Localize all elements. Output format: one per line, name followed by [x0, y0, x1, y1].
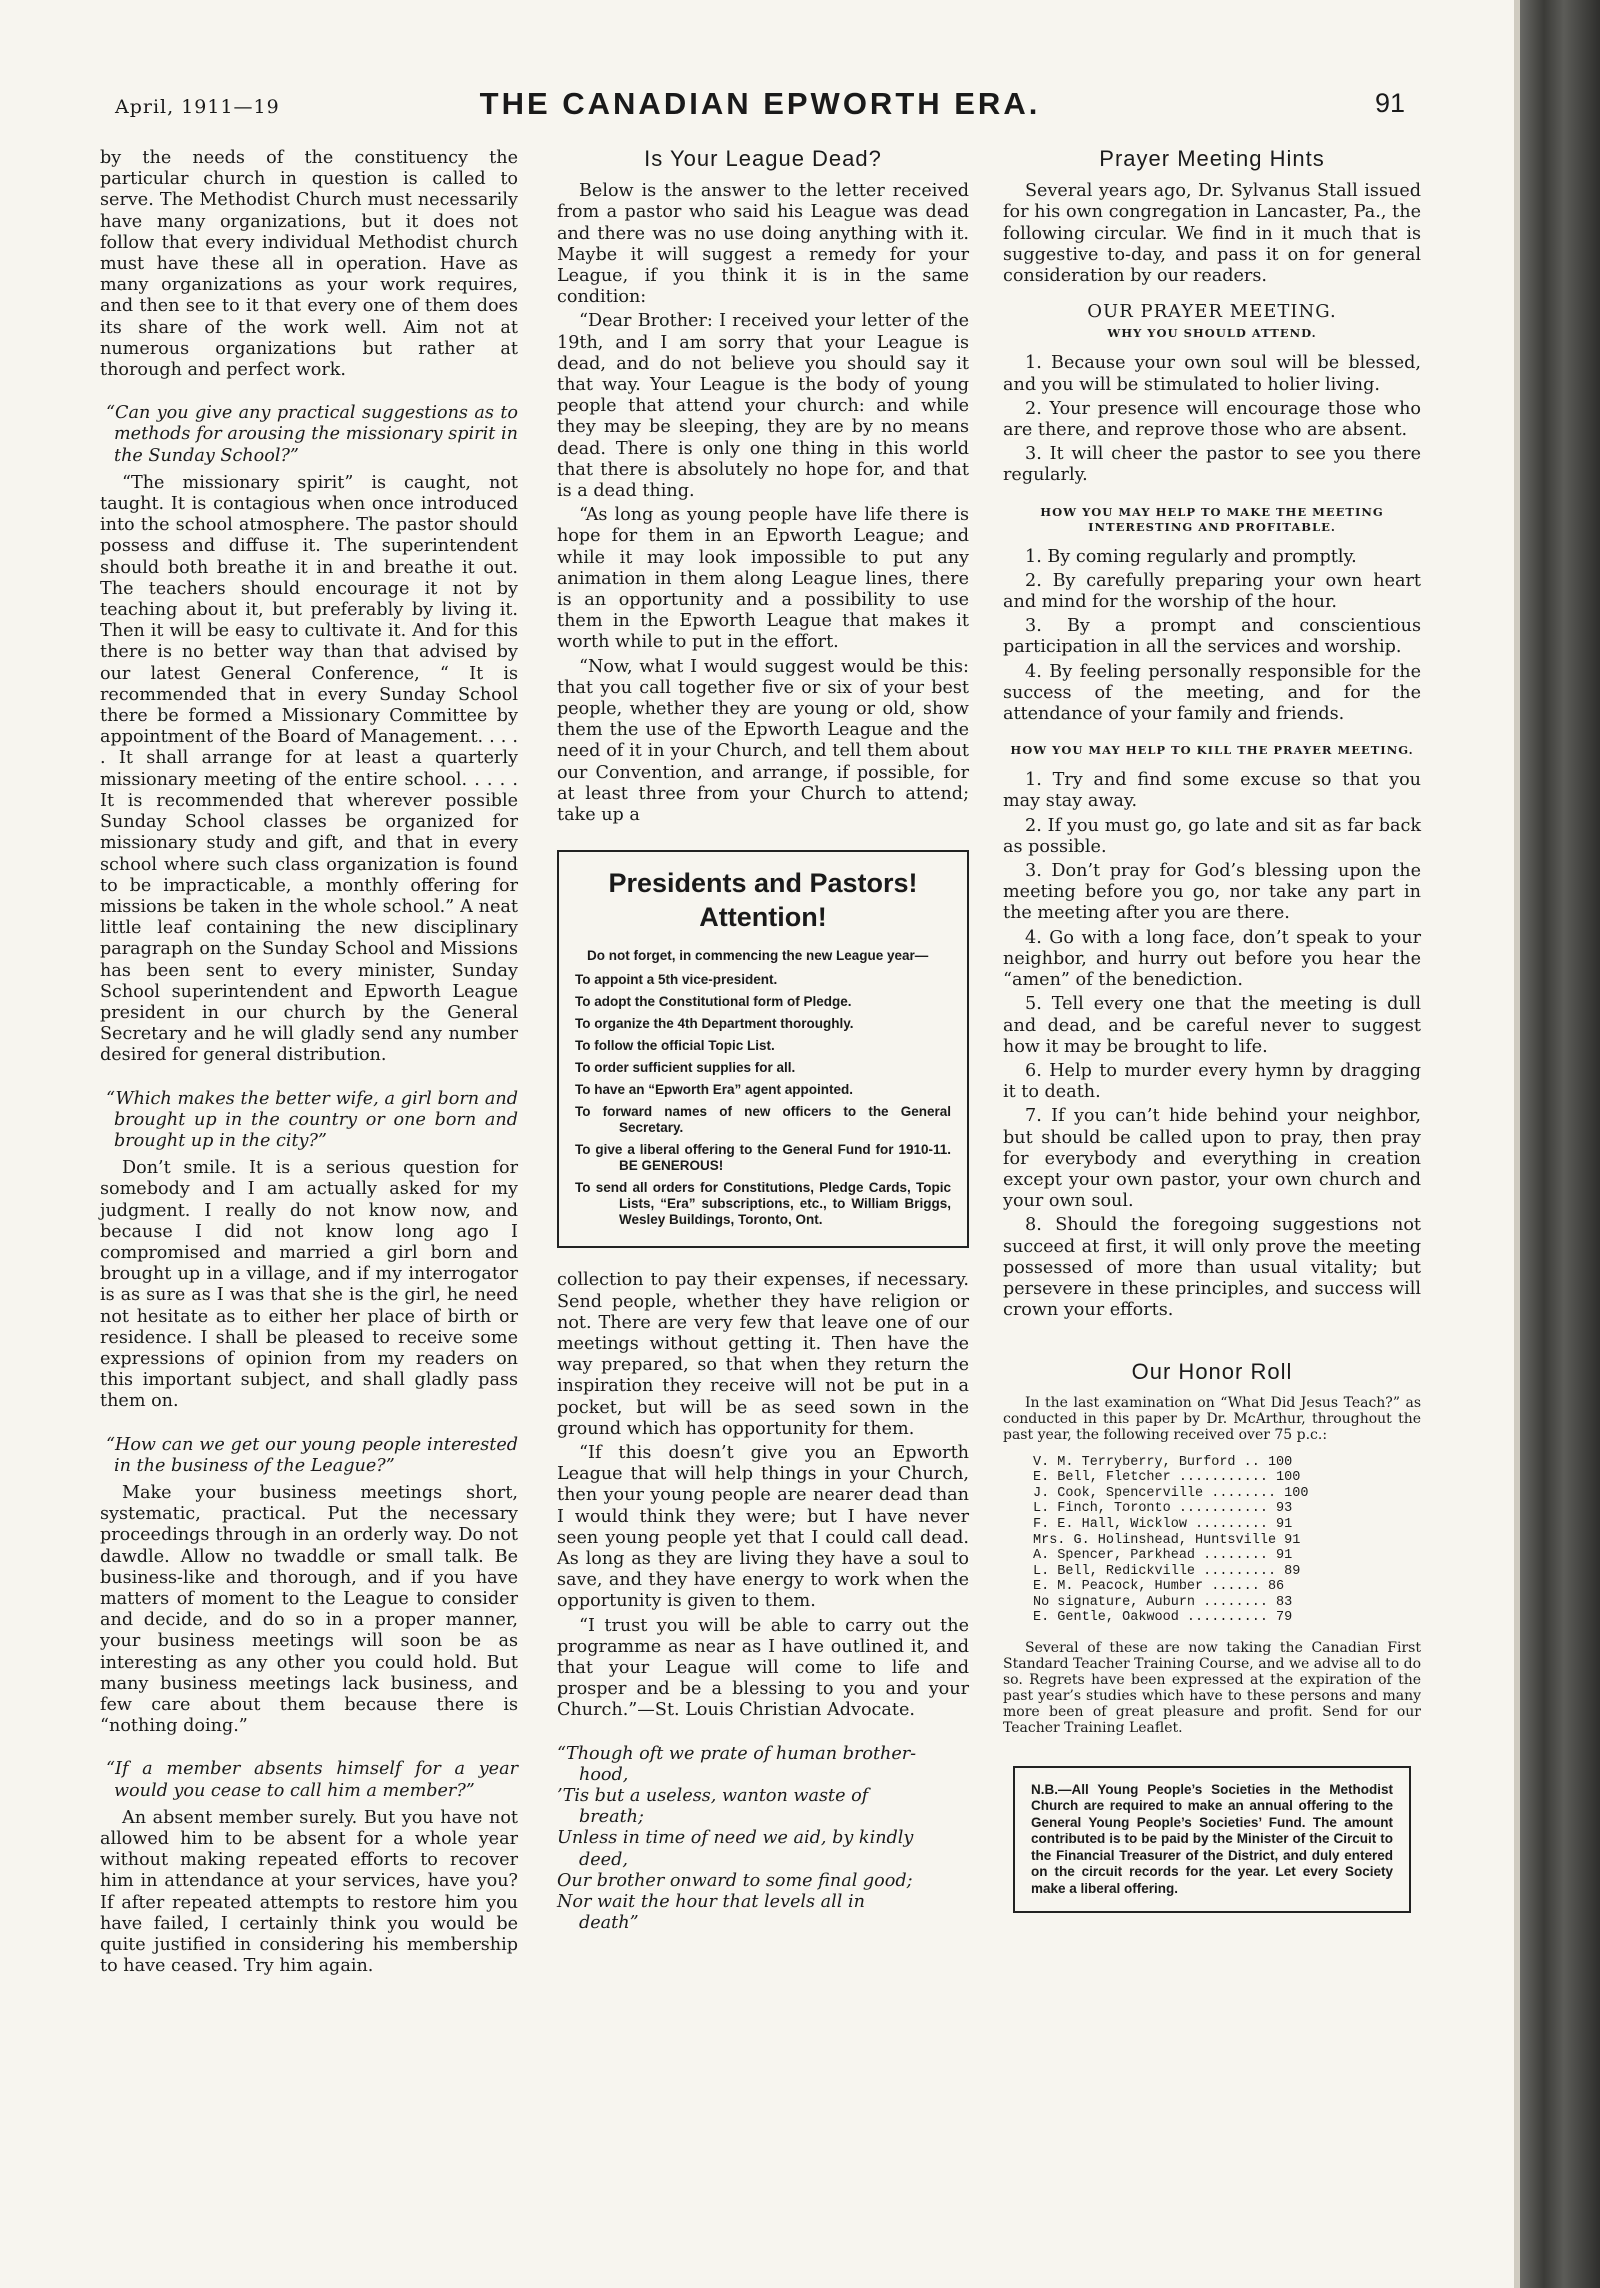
- honor-roll-entry: E. Bell, Fletcher ........... 100: [1033, 1470, 1301, 1486]
- page-number: 91: [1374, 88, 1405, 118]
- article-paragraph: “I trust you will be able to carry out the programme as near as I have outlined it, and that your League will come to life and prosper and be a blessing to you and your Church.”—St. Louis Christian Advocate.: [557, 1615, 969, 1721]
- notice-lead: Do not forget, in commencing the new League year—: [587, 948, 929, 964]
- honor-roll-entry: A. Spencer, Parkhead ........ 91: [1033, 1548, 1293, 1564]
- article-paragraph: Below is the answer to the letter received from a pastor who said his League was dead and there was no use doing anything with it. Maybe it will suggest a remedy for your League, if you think it is in the same condition:: [557, 181, 969, 308]
- answer-4: An absent member surely. But you have not allowed him to be absent for a whole year without making repeated efforts to recover him in attendance at your services, have you? If after repeated attempts to restore him you have failed, I certainly think you would be quite justified in considering his membership to have ceased. Try him again.: [100, 1807, 518, 1977]
- subsection-heading: HOW YOU MAY HELP TO KILL THE PRAYER MEETING.: [1010, 743, 1414, 758]
- honor-roll-entry: V. M. Terryberry, Burford .. 100: [1033, 1454, 1293, 1470]
- poem-line: Our brother onward to some final good;: [557, 1870, 913, 1891]
- honor-roll-intro: In the last examination on “What Did Jesus Teach?” as conducted in this paper by Dr. McArthur, throughout the past year, the following received over 75 p.c.:: [1003, 1394, 1421, 1443]
- list-item: 4. By feeling personally responsible for the success of the meeting, and for the attendance of your family and friends.: [1003, 661, 1421, 725]
- honor-roll-entry: L. Finch, Toronto ........... 93: [1033, 1501, 1293, 1517]
- question-4: “If a member absents himself for a year would you cease to call him a member?”: [106, 1759, 518, 1801]
- honor-roll-entry: Mrs. G. Holinshead, Huntsville 91: [1033, 1532, 1301, 1548]
- poem-line: deed,: [579, 1849, 628, 1870]
- notice-list: [575, 972, 951, 1228]
- article-paragraph: “If this doesn’t give you an Epworth League that will help things in your Church, then your young people are nearer dead than I would think they were; but I have never seen young people yet that I could call dead. As long as they are living they have a soul to save, and they have energy to work when the opportunity is given to them.: [557, 1442, 969, 1612]
- honor-roll-entry: E. M. Peacock, Humber ...... 86: [1033, 1579, 1285, 1595]
- notice-item: To appoint a 5th vice-president.: [575, 972, 778, 988]
- book-spine: [1520, 0, 1600, 2288]
- poem-line: hood,: [579, 1764, 629, 1785]
- list-item: 3. Don’t pray for God’s blessing upon the meeting before you go, nor take any part in the meeting after you are there.: [1003, 861, 1421, 924]
- list-item: 8. Should the foregoing suggestions not succeed at first, it will only prove the meeting possessed of more than usual vitality; but persevere in these principles, and success will crown your efforts.: [1003, 1215, 1421, 1321]
- poem-line: ’Tis but a useless, wanton waste of: [557, 1785, 869, 1806]
- honor-roll-entry: J. Cook, Spencerville ........ 100: [1033, 1485, 1309, 1501]
- section-heading: OUR PRAYER MEETING.: [1087, 301, 1337, 323]
- honor-roll-list: [1033, 1455, 1421, 1627]
- notice-item: To give a liberal offering to the General Fund for 1910-11. BE GENEROUS!: [575, 1142, 951, 1174]
- honor-roll-outro: Several of these are now taking the Canadian First Standard Teacher Training Course, and we advise all to do so. Regrets have been expressed at the expiration of the past year’s studies which have to these persons and many more been of great pleasure and profit. Send for our Teacher Training Leaflet.: [1003, 1640, 1421, 1737]
- notice-box: [557, 850, 969, 1248]
- notice-title: Presidents and Pastors! Attention!: [608, 868, 918, 933]
- list-item: 2. If you must go, go late and sit as far back as possible.: [1003, 815, 1421, 857]
- notice-item: To have an “Epworth Era” agent appointed.: [575, 1082, 854, 1098]
- notice-item: To organize the 4th Department thoroughly.: [575, 1016, 854, 1032]
- answer-3: Make your business meetings short, systematic, practical. Put the necessary proceedings through in an orderly way. Do not dawdle. Allow no twaddle or small talk. Be business-like and thorough, and if you have matters of moment to the League to consider and decide, and do so in a proper manner, your business meetings will soon be as interesting as any other you could hold. But many business meetings lack business, and few care about them because there is “nothing doing.”: [100, 1482, 518, 1737]
- subsection-heading: WHY YOU SHOULD ATTEND.: [1107, 326, 1317, 341]
- notice-item: To follow the official Topic List.: [575, 1038, 775, 1054]
- honor-roll-entry: F. E. Hall, Wicklow ......... 91: [1033, 1516, 1293, 1532]
- question-3: “How can we get our young people interested in the business of the League?”: [106, 1434, 518, 1476]
- notice-item: To forward names of new officers to the General Secretary.: [575, 1104, 951, 1136]
- subsection-heading: HOW YOU MAY HELP TO MAKE THE MEETING INTERESTING AND PROFITABLE.: [1040, 504, 1384, 534]
- list-item: 6. Help to murder every hymn by dragging it to death.: [1003, 1060, 1421, 1103]
- answer-2: Don’t smile. It is a serious question for somebody and I am actually asked for my judgment. I really do not know now, and because I did not know long ago I compromised and married a girl born and brought up in a village, and if my interrogator is as sure as I was that she is the girl, he need not hesitate as to either her place of birth or residence. I shall be pleased to receive some expressions of opinion from my readers on this important subject, and shall gladly pass them on.: [100, 1158, 518, 1412]
- poem-line: Unless in time of need we aid, by kindly: [557, 1828, 914, 1849]
- list-item: 1. Try and find some excuse so that you may stay away.: [1003, 770, 1421, 812]
- honor-roll-entry: No signature, Auburn ........ 83: [1033, 1594, 1293, 1610]
- article-title: Is Your League Dead?: [644, 146, 882, 171]
- column-1: [100, 148, 518, 1980]
- honor-roll-title: Our Honor Roll: [1131, 1359, 1293, 1385]
- list-item: 1. By coming regularly and promptly.: [1025, 546, 1357, 567]
- list-item: 2. Your presence will encourage those who are there, and reprove those who are absent.: [1003, 398, 1421, 441]
- continued-paragraph: by the needs of the constituency the particular church in question is called to serve. The Methodist Church must necessarily have many organizations, but it does not follow that every individual Methodist church must have these all in operation. Have as many organizations as your work requires, and then see to it that every one of them does its share of the work well. Aim not at numerous organizations but rather at thorough and perfect work.: [100, 148, 518, 381]
- list-item: 3. It will cheer the pastor to see you there regularly.: [1003, 444, 1421, 486]
- list-item: 3. By a prompt and conscientious participation in all the services and worship.: [1003, 616, 1421, 658]
- page-header: [115, 86, 1405, 126]
- poem-line: “Though oft we prate of human brother-: [557, 1743, 917, 1764]
- notice-item: To send all orders for Constitutions, Pledge Cards, Topic Lists, “Era” subscriptions, etc., to William Briggs, Wesley Buildings, Toronto, Ont.: [575, 1180, 951, 1228]
- poem: [557, 1744, 969, 1935]
- list-item: 1. Because your own soul will be blessed, and you will be stimulated to holier living.: [1003, 353, 1421, 395]
- notice-item: To adopt the Constitutional form of Pledge.: [575, 994, 852, 1010]
- poem-line: death”: [579, 1913, 639, 1934]
- honor-roll-entry: E. Gentle, Oakwood .......... 79: [1033, 1610, 1293, 1626]
- question-1: “Can you give any practical suggestions as to methods for arousing the missionary spirit in the Sunday School?”: [106, 403, 518, 466]
- issue-date: April, 1911—19: [115, 96, 280, 118]
- poem-line: breath;: [579, 1807, 644, 1828]
- answer-1: “The missionary spirit” is caught, not taught. It is contagious when once introduced into the school atmosphere. The pastor should possess and diffuse it. The superintendent should both breathe it in and breathe it out. The teachers should encourage it not by teaching about it, but preferably by living it. Then it will be easy to cultivate it. And for this there is no better way than that advised by our latest General Conference, “ It is recommended that in every Sunday School there be formed a Missionary Committee by appointment of the Board of Management. . . . . It shall arrange for at least a quarterly missionary meeting of the entire school. . . . . It is recommended that wherever possible Sunday School classes be organized for missionary study and gift, and that in every school where such class organization is found to be impracticable, a monthly offering for missions be taken in the whole school.” A neat little leaf containing the new disciplinary paragraph on the Sunday School and Missions has been sent to every minister, Sunday School superintendent and Epworth League president in our church by the General Secretary and he will gladly send any number desired for general distribution.: [100, 472, 518, 1066]
- list-item: 5. Tell every one that the meeting is dull and dead, and be careful never to suggest how it may be brought to life.: [1003, 994, 1421, 1057]
- column-3: [1003, 148, 1421, 1913]
- list-item: 2. By carefully preparing your own heart and mind for the worship of the hour.: [1003, 570, 1421, 613]
- article-paragraph: collection to pay their expenses, if necessary. Send people, whether they have religion or not. There are very few that leave one of our meetings without getting it. Then have the way prepared, so that when they return the inspiration they receive will not be put in a pocket, but will be as seed sown in the ground which has opportunity for them.: [557, 1270, 969, 1439]
- list-item: 7. If you can’t hide behind your neighbor, but should be called upon to pray, then pray for everybody and everything in creation except your own pastor, your own church and your own soul.: [1003, 1106, 1421, 1212]
- article-paragraph: “Now, what I would suggest would be this: that you call together five or six of your best people, whether they are young or old, show them the use of the Epworth League and the need of it in your Church, and tell them about our Convention, and arrange, if possible, for at least three from your Church to attend; take up a: [557, 656, 969, 826]
- article-title: Prayer Meeting Hints: [1099, 146, 1325, 171]
- nb-notice-box: N.B.—All Young People’s Societies in the Methodist Church are required to make an annual offering to the General Young People’s Societies’ Fund. The amount contributed is to be paid by the Minister of the Circuit to the Financial Treasurer of the District, and duly entered on the circuit records for the year. Let every Society make a liberal offering.: [1013, 1766, 1411, 1913]
- poem-line: Nor wait the hour that levels all in: [557, 1891, 865, 1912]
- column-2: [557, 148, 969, 1934]
- magazine-title: THE CANADIAN EPWORTH ERA.: [479, 86, 1041, 121]
- question-2: “Which makes the better wife, a girl born and brought up in the country or one born and brought up in the city?”: [106, 1088, 518, 1151]
- notice-item: To order sufficient supplies for all.: [575, 1060, 796, 1076]
- article-paragraph: Several years ago, Dr. Sylvanus Stall issued for his own congregation in Lancaster, Pa., the following circular. We find in it much that is suggestive to-day, and pass it on for general consideration by our readers.: [1003, 181, 1421, 287]
- list-item: 4. Go with a long face, don’t speak to your neighbor, and hurry out before you hear the “amen” of the benediction.: [1003, 927, 1421, 991]
- honor-roll-entry: L. Bell, Redickville ......... 89: [1033, 1563, 1301, 1579]
- article-paragraph: “Dear Brother: I received your letter of the 19th, and I am sorry that your League is dead, and do not believe you should say it that way. Your League is the body of young people that attend your church: and while they may be sleeping, they are by no means dead. There is only one thing in this world that there is absolutely no hope for, and that is a dead thing.: [557, 311, 969, 502]
- article-paragraph: “As long as young people have life there is hope for them in an Epworth League; and while it may look impossible to put any animation in them along League lines, there is an opportunity and a possibility to use them in the Epworth League that makes it worth while to put in the effort.: [557, 505, 969, 653]
